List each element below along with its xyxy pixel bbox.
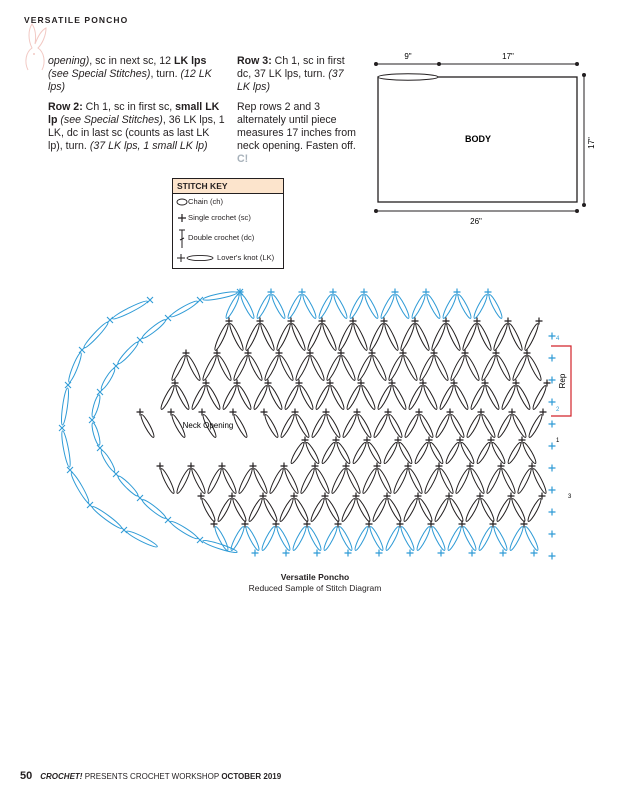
- lovers-knot-loop: [523, 526, 539, 552]
- dim-right-label: 17": [587, 137, 596, 149]
- lovers-knot-loop: [299, 468, 316, 495]
- lovers-knot-loop: [216, 355, 233, 382]
- lovers-knot-loop: [351, 441, 367, 464]
- lovers-knot-loop: [221, 385, 237, 411]
- lovers-knot-loop: [190, 385, 206, 411]
- row1-continuation: opening), sc in next sc, 12 LK lps (see Special Stitches), turn. (12 LK lps): [48, 55, 212, 94]
- lovers-knot-loop: [487, 294, 503, 320]
- lovers-knot-loop: [279, 413, 295, 438]
- edge-stitch: [549, 465, 556, 472]
- border-loop: [91, 422, 102, 446]
- instructions-column-1: [48, 55, 226, 159]
- lovers-knot-loop: [453, 385, 469, 411]
- outer-border-stitch: [65, 382, 71, 388]
- lovers-knot-loop: [456, 294, 472, 320]
- border-stitch: [165, 517, 171, 523]
- border-loop: [141, 318, 167, 340]
- lovers-knot-loop: [500, 468, 517, 495]
- body-schematic: [368, 50, 608, 230]
- lovers-knot-loop: [216, 497, 232, 522]
- border-loop: [169, 520, 199, 541]
- lovers-knot-loop: [430, 526, 446, 552]
- lovers-knot-loop: [356, 355, 373, 382]
- lovers-knot-loop: [247, 497, 263, 522]
- lovers-knot-loop: [252, 468, 269, 495]
- lovers-knot-loop: [294, 355, 311, 382]
- lovers-knot-loop: [267, 385, 283, 411]
- lovers-knot-loop: [445, 323, 462, 352]
- lovers-knot-loop: [348, 294, 364, 320]
- lovers-knot-loop: [399, 323, 416, 352]
- border-loop: [100, 367, 117, 390]
- lovers-knot-loop: [495, 497, 511, 522]
- outer-border-loop: [91, 505, 123, 530]
- border-stitch: [113, 471, 119, 477]
- lovers-knot-loop: [379, 294, 395, 320]
- lovers-knot-loop: [293, 497, 309, 522]
- lovers-knot-loop: [237, 468, 254, 495]
- row2-instructions: Row 2: Ch 1, sc in first sc, small LK lp (see Special Stitches), 36 LK lps, 1 LK, dc in last sc (counts as last LK lp), turn. (37 LK lps, 1 small LK lp): [48, 100, 225, 153]
- edge-stitch: [549, 421, 556, 428]
- edge-stitch: [549, 553, 556, 560]
- lovers-knot-loop: [399, 526, 415, 552]
- lovers-knot-loop: [382, 441, 398, 464]
- stitch-key-double-crochet: Double crochet (dc): [173, 226, 283, 250]
- lovers-knot-loop: [402, 497, 418, 522]
- lovers-knot-loop: [325, 355, 342, 382]
- lovers-knot-loop: [329, 385, 345, 411]
- lovers-knot-loop: [508, 526, 524, 552]
- edge-stitch: [549, 509, 556, 516]
- lovers-knot-loop: [490, 441, 506, 464]
- lovers-knot-loop: [174, 385, 190, 411]
- lovers-knot-loop: [190, 468, 207, 495]
- lovers-knot-loop: [175, 468, 192, 495]
- lovers-knot-loop: [526, 497, 542, 522]
- lovers-knot-loop: [430, 323, 447, 352]
- lovers-knot-loop: [275, 526, 291, 552]
- lovers-knot-loop: [480, 413, 496, 438]
- lovers-knot-loop: [355, 497, 371, 522]
- lovers-knot-loop: [244, 526, 260, 552]
- lovers-knot-loop: [322, 526, 338, 552]
- lovers-knot-loop: [159, 385, 175, 411]
- lovers-knot-loop: [283, 385, 299, 411]
- lovers-knot-loop: [294, 413, 310, 438]
- lovers-knot-loop: [434, 413, 450, 438]
- stitch-node: [505, 318, 512, 325]
- lovers-knot-loop: [459, 441, 475, 464]
- lovers-knot-loop: [314, 385, 330, 411]
- lovers-knot-loop: [515, 385, 531, 411]
- border-stitch: [197, 297, 203, 303]
- border-loop: [202, 290, 237, 302]
- lovers-knot-loop: [283, 468, 300, 495]
- lovers-knot-loop: [387, 355, 404, 382]
- outer-border-stitch: [107, 317, 113, 323]
- lovers-knot-loop: [402, 355, 419, 382]
- lovers-knot-loop: [309, 497, 325, 522]
- outer-border-loop: [69, 471, 90, 503]
- outer-border-loop: [60, 388, 70, 426]
- lovers-knot-loop: [363, 294, 379, 320]
- lovers-knot-loop: [492, 526, 508, 552]
- diagram-caption-title: Versatile Poncho: [280, 572, 350, 582]
- lovers-knot-loop: [386, 497, 402, 522]
- lovers-knot-loop: [531, 468, 548, 495]
- lovers-knot-loop: [201, 355, 218, 382]
- stitch-key-single-crochet: Single crochet (sc): [173, 210, 283, 226]
- lovers-knot-loop: [413, 441, 429, 464]
- lovers-knot-loop: [360, 385, 376, 411]
- lovers-knot-loop: [415, 526, 431, 552]
- lovers-knot-loop: [438, 385, 454, 411]
- lovers-knot-loop: [477, 526, 493, 552]
- lovers-knot-loop: [341, 413, 357, 438]
- lovers-knot-loop: [286, 294, 302, 320]
- outer-border-stitch: [67, 467, 73, 473]
- stitch-key-lovers-knot: Lover's knot (LK): [173, 250, 283, 268]
- lovers-knot-loop: [391, 385, 407, 411]
- border-stitch: [137, 495, 143, 501]
- outer-border-loop: [67, 352, 83, 383]
- border-loop: [100, 449, 117, 472]
- lovers-knot-loop: [317, 294, 333, 320]
- outer-border-loop: [126, 529, 159, 549]
- lovers-knot-loop: [247, 355, 264, 382]
- lovers-knot-loop: [469, 385, 485, 411]
- outer-border-loop: [60, 430, 72, 467]
- lovers-knot-loop: [480, 355, 497, 382]
- repeat-instructions: Rep rows 2 and 3 alternately until piece measures 17 inches from neck opening. Fasten off. C!: [237, 100, 356, 166]
- diagram-stitch-marks: [59, 289, 556, 560]
- lovers-knot-loop: [205, 385, 221, 411]
- outer-border-loop: [82, 321, 109, 350]
- lovers-knot-loop: [314, 468, 331, 495]
- lovers-knot-loop: [232, 413, 248, 438]
- lovers-knot-loop: [438, 468, 455, 495]
- lovers-knot-loop: [213, 323, 230, 352]
- stitch-key-title: STITCH KEY: [173, 179, 283, 194]
- lovers-knot-loop: [485, 468, 502, 495]
- lovers-knot-loop: [291, 526, 307, 552]
- edge-stitch: [549, 355, 556, 362]
- lovers-knot-loop: [531, 385, 547, 411]
- dim-bottom-label: 26": [470, 217, 482, 226]
- border-loop: [116, 341, 139, 366]
- lovers-knot-loop: [221, 468, 238, 495]
- rep-label: Rep: [558, 373, 567, 389]
- outer-border-stitch: [87, 502, 93, 508]
- lovers-knot-loop: [472, 294, 488, 320]
- lovers-knot-loop: [422, 385, 438, 411]
- lovers-knot-loop: [449, 355, 466, 382]
- neck-opening-label: Neck Opening: [182, 421, 234, 430]
- lovers-knot-loop: [428, 441, 444, 464]
- lovers-knot-loop: [371, 497, 387, 522]
- magazine-section: PRESENTS CROCHET WORKSHOP: [82, 772, 222, 781]
- edge-stitch: [549, 443, 556, 450]
- outer-border-stitch: [79, 347, 85, 353]
- edge-stitch: [549, 333, 556, 340]
- lovers-knot-loop: [332, 294, 348, 320]
- body-label: BODY: [464, 134, 492, 144]
- lovers-knot-loop: [232, 355, 249, 382]
- lovers-knot-loop: [340, 497, 356, 522]
- border-loop: [91, 394, 102, 418]
- lovers-knot-loop: [475, 441, 491, 464]
- lovers-knot-loop: [507, 323, 524, 352]
- lovers-knot-loop: [353, 526, 369, 552]
- lovers-knot-loop: [298, 385, 314, 411]
- lovers-knot-loop: [268, 468, 285, 495]
- lovers-knot-loop: [306, 323, 323, 352]
- lovers-knot-loop: [433, 355, 450, 382]
- lovers-knot-loop: [278, 355, 295, 382]
- lovers-knot-loop: [259, 323, 276, 352]
- lovers-knot-loop: [244, 323, 261, 352]
- lovers-knot-loop: [418, 413, 434, 438]
- lovers-knot-loop: [511, 355, 528, 382]
- outer-border-stitch: [147, 297, 153, 303]
- border-stitch: [137, 337, 143, 343]
- lovers-knot-loop: [526, 355, 543, 382]
- lovers-knot-loop: [304, 441, 320, 464]
- lovers-knot-loop: [352, 323, 369, 352]
- lovers-knot-loop: [275, 323, 292, 352]
- row-number-1: 1: [556, 438, 560, 444]
- lovers-knot-loop: [527, 413, 543, 438]
- border-stitch: [89, 417, 95, 423]
- lovers-knot-loop: [260, 526, 276, 552]
- lovers-knot-loop: [433, 497, 449, 522]
- stitch-key-chain: Chain (ch): [173, 194, 283, 210]
- edge-stitch: [549, 399, 556, 406]
- lovers-knot-loop: [320, 441, 336, 464]
- dim-top-left-label: 9": [404, 52, 412, 61]
- lovers-knot-loop: [278, 497, 294, 522]
- lovers-knot-loop: [306, 526, 322, 552]
- lovers-knot-loop: [407, 468, 424, 495]
- lovers-knot-loop: [324, 497, 340, 522]
- lovers-knot-loop: [289, 441, 305, 464]
- lovers-knot-loop: [516, 468, 533, 495]
- instructions-column-2: [237, 55, 359, 173]
- stitch-key-box: [172, 178, 284, 269]
- running-header: VERSATILE PONCHO: [24, 15, 129, 25]
- lovers-knot-loop: [321, 323, 338, 352]
- lovers-knot-loop: [231, 497, 247, 522]
- lovers-knot-loop: [387, 413, 403, 438]
- lovers-knot-loop: [376, 468, 393, 495]
- lovers-knot-loop: [448, 497, 464, 522]
- lovers-knot-loop: [361, 468, 378, 495]
- lovers-knot-loop: [397, 441, 413, 464]
- lovers-knot-loop: [206, 468, 223, 495]
- lovers-knot-loop: [159, 468, 176, 495]
- lovers-knot-loop: [425, 294, 441, 320]
- lovers-knot-loop: [407, 385, 423, 411]
- row3-instructions: Row 3: Ch 1, sc in first dc, 37 LK lps, turn. (37 LK lps): [237, 55, 345, 94]
- edge-stitch: [549, 487, 556, 494]
- lovers-knot-loop: [403, 413, 419, 438]
- row-number-4: 4: [556, 336, 560, 342]
- border-stitch: [197, 537, 203, 543]
- lovers-knot-loop: [200, 497, 216, 522]
- lovers-knot-loop: [368, 323, 385, 352]
- lovers-knot-loop: [510, 497, 526, 522]
- lovers-knot-loop: [236, 385, 252, 411]
- lovers-knot-loop: [290, 323, 307, 352]
- lovers-knot-loop: [449, 413, 465, 438]
- lovers-knot-loop: [337, 526, 353, 552]
- magazine-name: CROCHET!: [40, 772, 83, 781]
- lovers-knot-loop: [310, 413, 326, 438]
- lovers-knot-loop: [330, 468, 347, 495]
- lovers-knot-loop: [441, 294, 457, 320]
- lovers-knot-symbol-icon: [176, 252, 216, 264]
- lovers-knot-loop: [170, 355, 187, 382]
- lovers-knot-loop: [469, 468, 486, 495]
- lovers-knot-loop: [496, 413, 512, 438]
- lovers-knot-loop: [492, 323, 509, 352]
- lovers-knot-loop: [345, 385, 361, 411]
- lovers-knot-loop: [376, 385, 392, 411]
- lovers-knot-loop: [372, 413, 388, 438]
- lovers-knot-loop: [511, 413, 527, 438]
- border-loop: [141, 498, 167, 520]
- lovers-knot-loop: [446, 526, 462, 552]
- outer-border-stitch: [121, 527, 127, 533]
- lovers-knot-loop: [461, 323, 478, 352]
- issue-date: OCTOBER 2019: [221, 772, 282, 781]
- lovers-knot-loop: [356, 413, 372, 438]
- lovers-knot-loop: [506, 441, 522, 464]
- page-number: 50: [20, 770, 33, 782]
- lovers-knot-loop: [229, 526, 245, 552]
- lovers-knot-loop: [521, 441, 537, 464]
- border-stitch: [97, 389, 103, 395]
- lovers-knot-loop: [417, 497, 433, 522]
- edge-stitch: [549, 531, 556, 538]
- border-stitch: [165, 315, 171, 321]
- diagram-caption-subtitle: Reduced Sample of Stitch Diagram: [248, 583, 382, 593]
- lovers-knot-loop: [371, 355, 388, 382]
- lovers-knot-loop: [270, 294, 286, 320]
- lovers-knot-loop: [392, 468, 409, 495]
- lovers-knot-loop: [262, 497, 278, 522]
- border-stitch: [113, 363, 119, 369]
- lovers-knot-loop: [366, 441, 382, 464]
- lovers-knot-loop: [444, 441, 460, 464]
- lovers-knot-loop: [476, 323, 493, 352]
- lovers-knot-loop: [255, 294, 271, 320]
- lovers-knot-loop: [410, 294, 426, 320]
- outer-border-loop: [112, 299, 149, 321]
- lovers-knot-loop: [228, 323, 245, 352]
- lovers-knot-loop: [484, 385, 500, 411]
- lovers-knot-loop: [464, 497, 480, 522]
- neck-opening-shape: [378, 74, 438, 80]
- lovers-knot-loop: [454, 468, 471, 495]
- lovers-knot-loop: [523, 323, 540, 352]
- row-number-2: 2: [556, 407, 560, 413]
- lovers-knot-loop: [414, 323, 431, 352]
- lovers-knot-loop: [383, 323, 400, 352]
- lovers-knot-loop: [368, 526, 384, 552]
- lovers-knot-loop: [394, 294, 410, 320]
- lovers-knot-loop: [423, 468, 440, 495]
- lovers-knot-loop: [309, 355, 326, 382]
- lovers-knot-loop: [345, 468, 362, 495]
- outer-border-stitch: [59, 425, 65, 431]
- lovers-knot-loop: [500, 385, 516, 411]
- lovers-knot-loop: [325, 413, 341, 438]
- dim-top-right-label: 17": [502, 52, 514, 61]
- lovers-knot-loop: [335, 441, 351, 464]
- lovers-knot-loop: [301, 294, 317, 320]
- lovers-knot-loop: [479, 497, 495, 522]
- lovers-knot-loop: [340, 355, 357, 382]
- lovers-knot-loop: [461, 526, 477, 552]
- lovers-knot-loop: [185, 355, 202, 382]
- lovers-knot-loop: [252, 385, 268, 411]
- lovers-knot-loop: [239, 294, 255, 320]
- row-number-3: 3: [568, 494, 572, 500]
- lovers-knot-loop: [263, 413, 279, 438]
- stitch-node: [536, 318, 543, 325]
- page-footer: [20, 770, 281, 782]
- lovers-knot-loop: [263, 355, 280, 382]
- stitch-diagram: [0, 280, 633, 570]
- lovers-knot-loop: [418, 355, 435, 382]
- border-stitch: [97, 445, 103, 451]
- lovers-knot-loop: [464, 355, 481, 382]
- border-loop: [169, 299, 198, 318]
- crochet-logo-mark: C!: [237, 153, 249, 166]
- border-loop: [116, 474, 139, 497]
- lovers-knot-loop: [465, 413, 481, 438]
- lovers-knot-loop: [337, 323, 354, 352]
- lovers-knot-loop: [384, 526, 400, 552]
- lovers-knot-loop: [495, 355, 512, 382]
- lovers-knot-loop: [139, 413, 155, 438]
